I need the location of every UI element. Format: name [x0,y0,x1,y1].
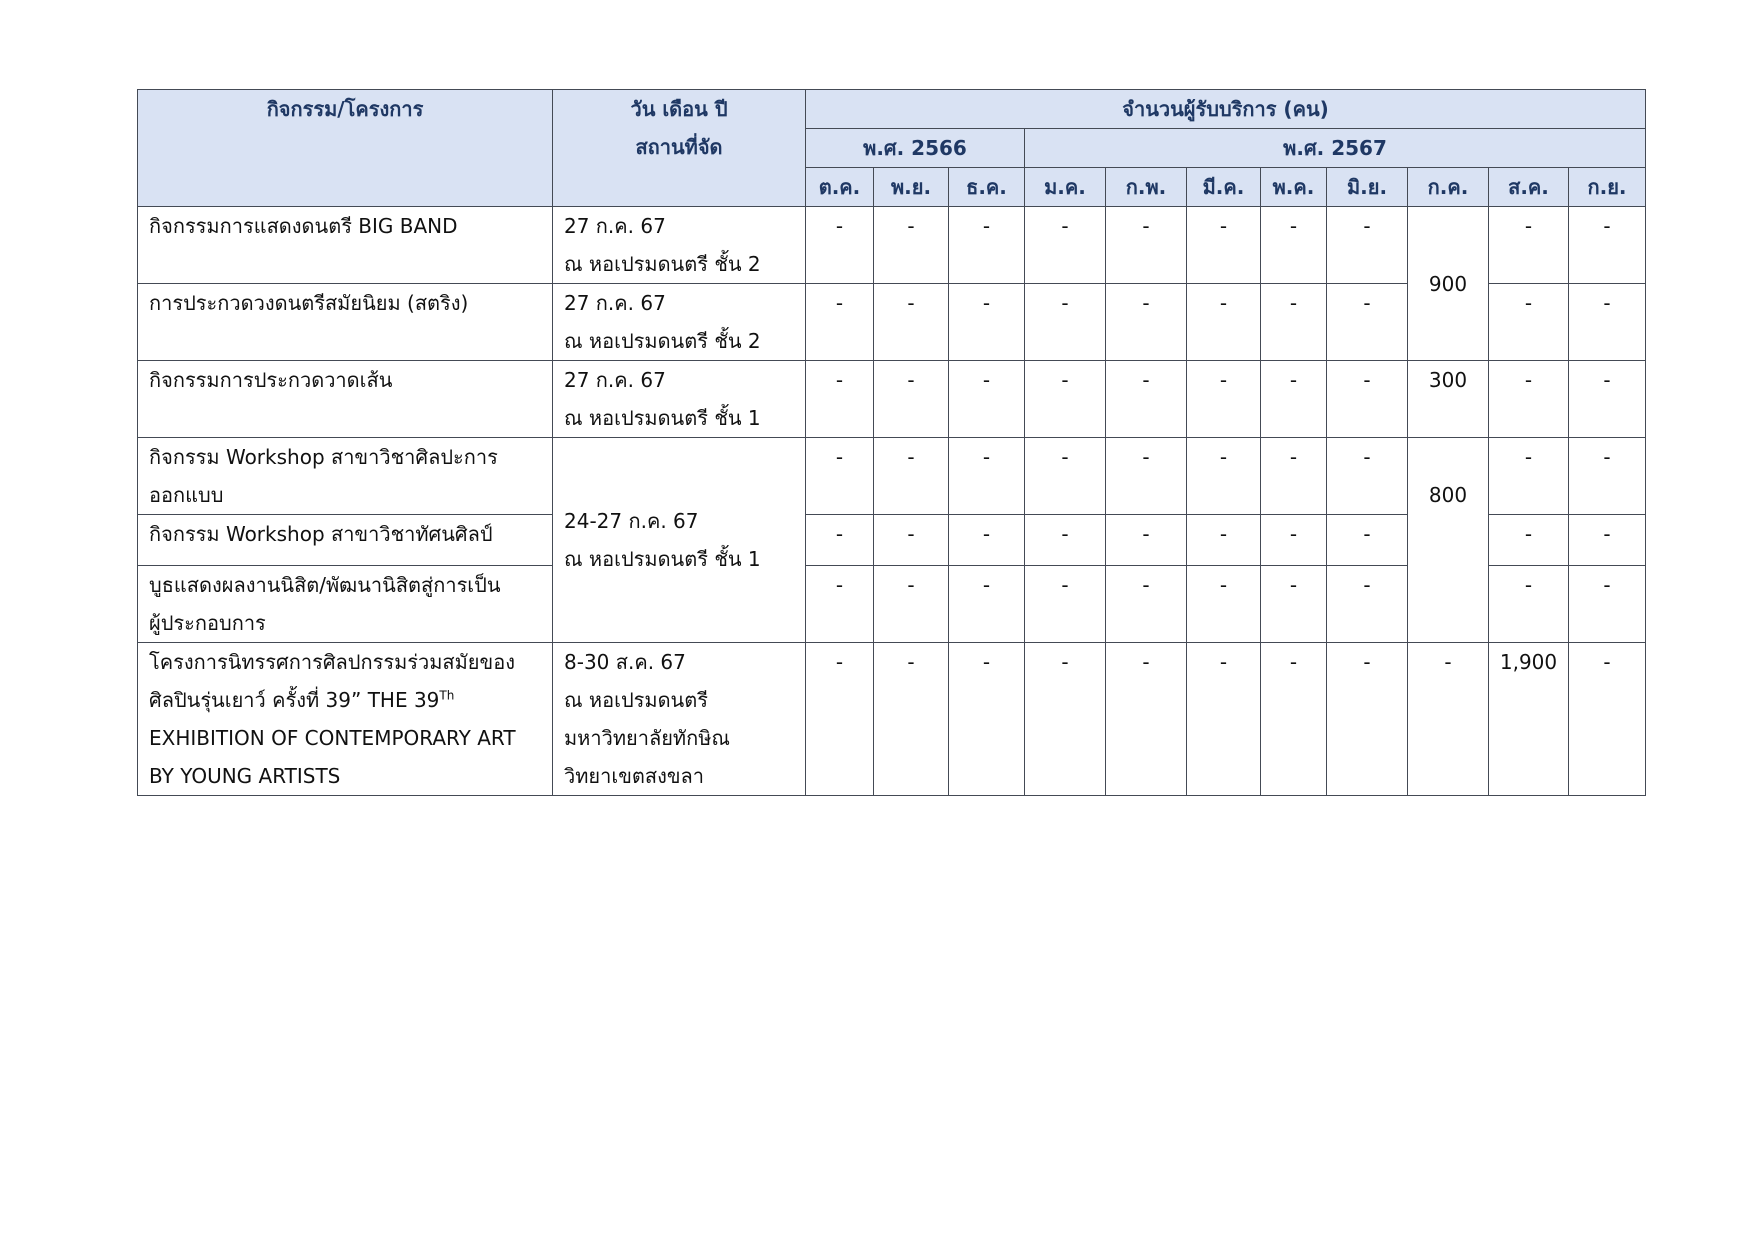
activity-cell [138,566,553,643]
place-text: ณ หอเปรมดนตรี ชั้น 2 [564,329,761,353]
activity-text: ศิลปินรุ่นเยาว์ ครั้งที่ 39” THE 39 [149,688,440,712]
value-cell: 1,900 [1489,643,1569,796]
value-cell: - [806,284,874,361]
value-cell: - [1327,438,1408,515]
place-cell [553,643,806,796]
value-cell: - [1187,361,1261,438]
place-cell [553,284,806,361]
activity-text: กิจกรรมการประกวดวาดเส้น [149,368,393,392]
place-cell [553,207,806,284]
activity-cell [138,438,553,515]
date-text: 8-30 ส.ค. 67 [564,650,686,674]
value-cell: - [1569,207,1646,284]
value-cell: - [874,566,949,643]
value-cell: - [1187,515,1261,566]
value-cell: - [1569,643,1646,796]
header-month: ธ.ค. [949,168,1025,207]
header-date-place [553,90,806,207]
value-cell: - [1489,207,1569,284]
value-cell: - [949,438,1025,515]
header-month: ต.ค. [806,168,874,207]
header-year-2567: พ.ศ. 2567 [1025,129,1646,168]
value-cell: - [1327,515,1408,566]
header-service: จำนวนผู้รับบริการ (คน) [806,90,1646,129]
value-cell: - [1106,643,1187,796]
header-month: พ.ย. [874,168,949,207]
value-cell: - [1489,515,1569,566]
value-cell: - [1025,438,1106,515]
activity-text: ผู้ประกอบการ [149,611,266,635]
activity-cell [138,515,553,566]
value-cell: - [1187,438,1261,515]
header-month: ก.พ. [1106,168,1187,207]
table-row [138,361,1646,438]
value-cell: - [1025,207,1106,284]
value-cell: - [949,284,1025,361]
value-cell: - [806,643,874,796]
header-month: พ.ค. [1261,168,1327,207]
table-row [138,207,1646,284]
value-cell: - [1261,207,1327,284]
value-cell: - [1261,566,1327,643]
place-cell-merged [553,438,806,643]
header-month: ส.ค. [1489,168,1569,207]
value-cell: 300 [1408,361,1489,438]
activity-cell [138,284,553,361]
value-cell: - [1106,284,1187,361]
activity-cell [138,643,553,796]
value-cell: - [1106,361,1187,438]
value-cell: - [949,515,1025,566]
value-text: 800 [1428,483,1468,507]
value-cell: - [874,207,949,284]
value-cell: - [1025,643,1106,796]
value-cell: - [1261,284,1327,361]
value-cell: - [1261,361,1327,438]
ordinal-superscript: Th [439,688,455,703]
value-cell: - [1327,284,1408,361]
activity-text: กิจกรรม Workshop สาขาวิชาศิลปะการ [149,445,498,469]
activity-cell [138,361,553,438]
header-place-text: สถานที่จัด [635,135,723,159]
place-text: ณ หอเปรมดนตรี ชั้น 1 [564,406,761,430]
value-cell: - [1569,515,1646,566]
value-cell: - [874,643,949,796]
value-cell: - [1025,284,1106,361]
date-text: 27 ก.ค. 67 [564,214,666,238]
value-cell: - [1408,643,1489,796]
value-cell: - [1261,643,1327,796]
value-cell: - [1489,566,1569,643]
value-cell: - [1327,207,1408,284]
place-text: ณ หอเปรมดนตรี [564,688,708,712]
header-month: ก.ย. [1569,168,1646,207]
value-cell: - [1187,284,1261,361]
value-cell: - [1327,361,1408,438]
value-cell: - [949,566,1025,643]
header-month: ก.ค. [1408,168,1489,207]
value-cell: - [1106,438,1187,515]
service-recipients-table [137,89,1646,796]
value-cell: - [1025,566,1106,643]
place-text: ณ หอเปรมดนตรี ชั้น 1 [564,547,761,571]
value-cell: - [1106,566,1187,643]
header-month: ม.ค. [1025,168,1106,207]
value-cell: - [1106,515,1187,566]
value-cell: - [874,515,949,566]
header-activity-text: กิจกรรม/โครงการ [266,97,424,121]
value-cell: - [874,284,949,361]
header-month: มี.ค. [1187,168,1261,207]
value-cell: - [874,361,949,438]
value-cell: - [1025,515,1106,566]
value-cell: - [1569,284,1646,361]
header-date-text: วัน เดือน ปี [630,97,728,121]
value-cell: - [1261,438,1327,515]
value-cell: - [949,207,1025,284]
value-cell: - [1261,515,1327,566]
value-cell: - [1106,207,1187,284]
header-month: มิ.ย. [1327,168,1408,207]
value-cell: - [1489,438,1569,515]
table-row [138,643,1646,796]
activity-text-with-sup [149,681,546,719]
value-cell-merged: 900 [1408,207,1489,361]
table-row [138,438,1646,515]
date-text: 27 ก.ค. 67 [564,291,666,315]
value-cell: - [806,515,874,566]
activity-text: ออกแบบ [149,483,224,507]
value-cell: - [806,566,874,643]
activity-text: โครงการนิทรรศการศิลปกรรมร่วมสมัยของ [149,650,515,674]
value-cell: - [806,207,874,284]
place-text: วิทยาเขตสงขลา [564,764,704,788]
header-activity [138,90,553,207]
value-cell: - [806,438,874,515]
place-text: มหาวิทยาลัยทักษิณ [564,726,730,750]
value-cell: - [1187,566,1261,643]
header-year-2566: พ.ศ. 2566 [806,129,1025,168]
value-cell: - [1569,438,1646,515]
value-cell: - [1025,361,1106,438]
activity-text: EXHIBITION OF CONTEMPORARY ART [149,726,516,750]
value-cell: - [949,643,1025,796]
value-cell: - [874,438,949,515]
activity-text: กิจกรรม Workshop สาขาวิชาทัศนศิลป์ [149,522,493,546]
place-text: ณ หอเปรมดนตรี ชั้น 2 [564,252,761,276]
activity-text: กิจกรรมการแสดงดนตรี BIG BAND [149,214,458,238]
value-cell: - [1327,566,1408,643]
place-cell [553,361,806,438]
value-cell: - [1489,361,1569,438]
date-text: 24-27 ก.ค. 67 [564,509,699,533]
value-cell: - [1187,643,1261,796]
activity-text: บูธแสดงผลงานนิสิต/พัฒนานิสิตสู่การเป็น [149,573,501,597]
value-cell: - [1489,284,1569,361]
value-cell: - [1569,361,1646,438]
activity-text: การประกวดวงดนตรีสมัยนิยม (สตริง) [149,291,469,315]
value-cell: - [1569,566,1646,643]
value-cell: - [1327,643,1408,796]
value-cell: - [806,361,874,438]
value-cell-merged [1408,438,1489,643]
value-cell: - [949,361,1025,438]
activity-text: BY YOUNG ARTISTS [149,764,341,788]
activity-cell [138,207,553,284]
value-cell: - [1187,207,1261,284]
date-text: 27 ก.ค. 67 [564,368,666,392]
